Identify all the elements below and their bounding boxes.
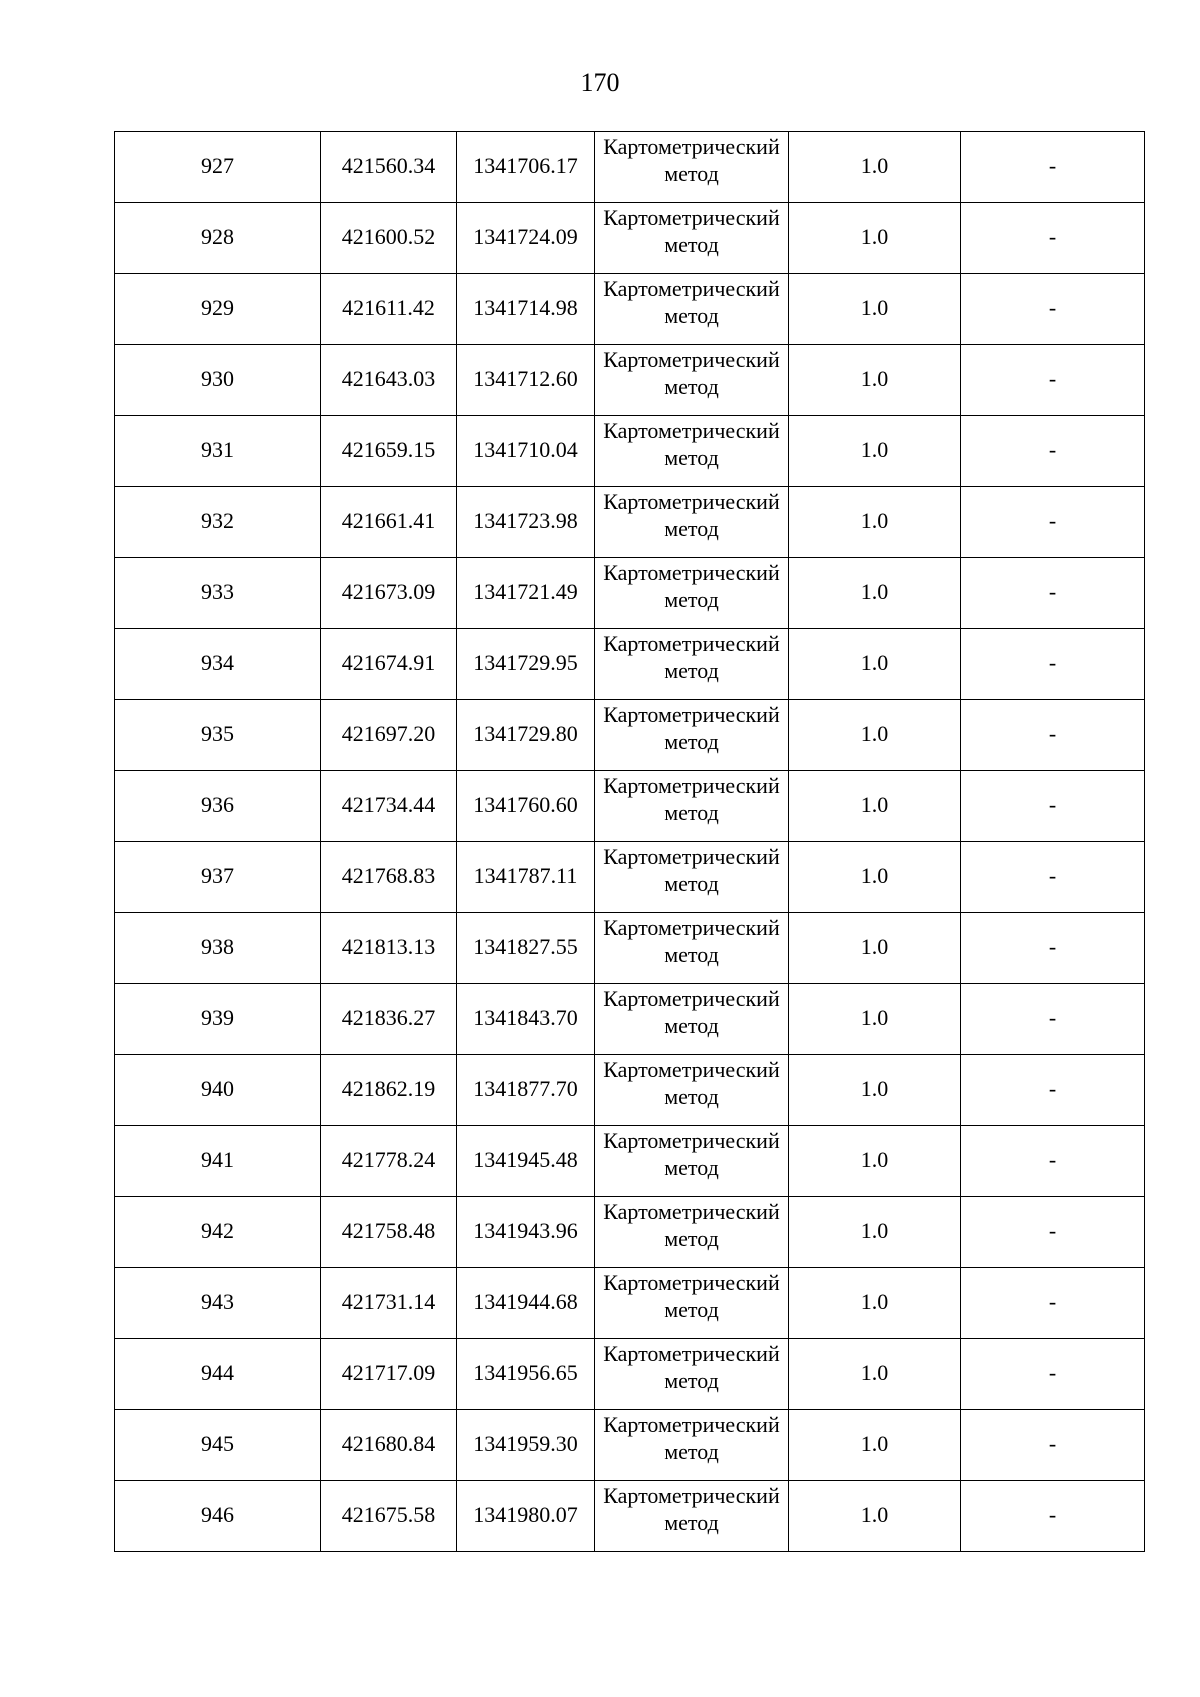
point-number-cell: 929 (115, 274, 321, 345)
x-coordinate-cell: 421734.44 (321, 771, 457, 842)
note-cell: - (961, 1197, 1145, 1268)
x-coordinate-cell: 421836.27 (321, 984, 457, 1055)
method-cell (595, 1197, 789, 1268)
method-line-1: Картометрический (603, 915, 780, 940)
point-number-cell: 934 (115, 629, 321, 700)
point-number-cell: 943 (115, 1268, 321, 1339)
accuracy-cell: 1.0 (789, 984, 961, 1055)
method-line-2: метод (664, 1084, 719, 1109)
x-coordinate-cell: 421758.48 (321, 1197, 457, 1268)
method-line-1: Картометрический (603, 844, 780, 869)
table-row (115, 700, 1145, 771)
method-cell (595, 558, 789, 629)
method-line-2: метод (664, 658, 719, 683)
method-cell (595, 700, 789, 771)
method-line-2: метод (664, 1155, 719, 1180)
accuracy-cell: 1.0 (789, 842, 961, 913)
y-coordinate-cell: 1341787.11 (457, 842, 595, 913)
method-cell (595, 203, 789, 274)
accuracy-cell: 1.0 (789, 1126, 961, 1197)
accuracy-cell: 1.0 (789, 629, 961, 700)
x-coordinate-cell: 421717.09 (321, 1339, 457, 1410)
point-number-cell: 933 (115, 558, 321, 629)
accuracy-cell: 1.0 (789, 416, 961, 487)
accuracy-cell: 1.0 (789, 1268, 961, 1339)
method-cell (595, 487, 789, 558)
x-coordinate-cell: 421659.15 (321, 416, 457, 487)
method-line-1: Картометрический (603, 631, 780, 656)
method-cell (595, 274, 789, 345)
y-coordinate-cell: 1341877.70 (457, 1055, 595, 1126)
table-row (115, 1055, 1145, 1126)
y-coordinate-cell: 1341710.04 (457, 416, 595, 487)
table-row (115, 1126, 1145, 1197)
note-cell: - (961, 1410, 1145, 1481)
table-row (115, 558, 1145, 629)
point-number-cell: 927 (115, 132, 321, 203)
method-line-1: Картометрический (603, 560, 780, 585)
note-cell: - (961, 1126, 1145, 1197)
x-coordinate-cell: 421611.42 (321, 274, 457, 345)
x-coordinate-cell: 421813.13 (321, 913, 457, 984)
y-coordinate-cell: 1341945.48 (457, 1126, 595, 1197)
point-number-cell: 942 (115, 1197, 321, 1268)
method-line-1: Картометрический (603, 489, 780, 514)
x-coordinate-cell: 421778.24 (321, 1126, 457, 1197)
table-row (115, 274, 1145, 345)
accuracy-cell: 1.0 (789, 1055, 961, 1126)
method-line-2: метод (664, 303, 719, 328)
y-coordinate-cell: 1341956.65 (457, 1339, 595, 1410)
method-line-2: метод (664, 729, 719, 754)
method-line-1: Картометрический (603, 986, 780, 1011)
note-cell: - (961, 1339, 1145, 1410)
table-row (115, 1481, 1145, 1552)
note-cell: - (961, 984, 1145, 1055)
method-line-2: метод (664, 1439, 719, 1464)
method-line-1: Картометрический (603, 205, 780, 230)
coordinates-table (114, 131, 1145, 1552)
method-line-2: метод (664, 871, 719, 896)
accuracy-cell: 1.0 (789, 1339, 961, 1410)
method-cell (595, 1055, 789, 1126)
method-cell (595, 1126, 789, 1197)
point-number-cell: 946 (115, 1481, 321, 1552)
page-number: 170 (580, 68, 620, 97)
note-cell: - (961, 913, 1145, 984)
method-line-1: Картометрический (603, 1270, 780, 1295)
point-number-cell: 935 (115, 700, 321, 771)
method-cell (595, 345, 789, 416)
note-cell: - (961, 771, 1145, 842)
method-line-1: Картометрический (603, 276, 780, 301)
note-cell: - (961, 274, 1145, 345)
table-row (115, 1268, 1145, 1339)
table-row (115, 416, 1145, 487)
table-row (115, 913, 1145, 984)
table-row (115, 487, 1145, 558)
method-line-1: Картометрический (603, 1483, 780, 1508)
y-coordinate-cell: 1341706.17 (457, 132, 595, 203)
method-cell (595, 1410, 789, 1481)
y-coordinate-cell: 1341723.98 (457, 487, 595, 558)
method-line-2: метод (664, 800, 719, 825)
accuracy-cell: 1.0 (789, 274, 961, 345)
accuracy-cell: 1.0 (789, 132, 961, 203)
table-row (115, 1410, 1145, 1481)
method-cell (595, 416, 789, 487)
note-cell: - (961, 416, 1145, 487)
point-number-cell: 928 (115, 203, 321, 274)
table-row (115, 629, 1145, 700)
point-number-cell: 936 (115, 771, 321, 842)
method-line-1: Картометрический (603, 418, 780, 443)
table-row (115, 984, 1145, 1055)
y-coordinate-cell: 1341729.80 (457, 700, 595, 771)
table-row (115, 132, 1145, 203)
point-number-cell: 930 (115, 345, 321, 416)
point-number-cell: 932 (115, 487, 321, 558)
method-line-1: Картометрический (603, 702, 780, 727)
method-line-1: Картометрический (603, 1341, 780, 1366)
note-cell: - (961, 1268, 1145, 1339)
point-number-cell: 945 (115, 1410, 321, 1481)
note-cell: - (961, 1055, 1145, 1126)
point-number-cell: 941 (115, 1126, 321, 1197)
note-cell: - (961, 842, 1145, 913)
point-number-cell: 938 (115, 913, 321, 984)
table-row (115, 771, 1145, 842)
coordinates-table-body (115, 132, 1145, 1552)
y-coordinate-cell: 1341729.95 (457, 629, 595, 700)
accuracy-cell: 1.0 (789, 771, 961, 842)
point-number-cell: 940 (115, 1055, 321, 1126)
accuracy-cell: 1.0 (789, 1197, 961, 1268)
y-coordinate-cell: 1341724.09 (457, 203, 595, 274)
x-coordinate-cell: 421643.03 (321, 345, 457, 416)
method-cell (595, 629, 789, 700)
method-line-1: Картометрический (603, 347, 780, 372)
method-line-2: метод (664, 1013, 719, 1038)
table-row (115, 1339, 1145, 1410)
y-coordinate-cell: 1341959.30 (457, 1410, 595, 1481)
point-number-cell: 944 (115, 1339, 321, 1410)
table-row (115, 203, 1145, 274)
method-cell (595, 1339, 789, 1410)
accuracy-cell: 1.0 (789, 1410, 961, 1481)
accuracy-cell: 1.0 (789, 203, 961, 274)
method-cell (595, 132, 789, 203)
x-coordinate-cell: 421862.19 (321, 1055, 457, 1126)
y-coordinate-cell: 1341843.70 (457, 984, 595, 1055)
y-coordinate-cell: 1341944.68 (457, 1268, 595, 1339)
method-cell (595, 771, 789, 842)
method-line-2: метод (664, 942, 719, 967)
x-coordinate-cell: 421680.84 (321, 1410, 457, 1481)
x-coordinate-cell: 421560.34 (321, 132, 457, 203)
point-number-cell: 931 (115, 416, 321, 487)
note-cell: - (961, 629, 1145, 700)
method-line-2: метод (664, 232, 719, 257)
method-line-1: Картометрический (603, 134, 780, 159)
method-line-1: Картометрический (603, 1128, 780, 1153)
method-line-2: метод (664, 161, 719, 186)
method-line-1: Картометрический (603, 773, 780, 798)
x-coordinate-cell: 421697.20 (321, 700, 457, 771)
method-cell (595, 842, 789, 913)
method-cell (595, 1481, 789, 1552)
method-cell (595, 913, 789, 984)
method-line-1: Картометрический (603, 1057, 780, 1082)
note-cell: - (961, 558, 1145, 629)
x-coordinate-cell: 421661.41 (321, 487, 457, 558)
point-number-cell: 939 (115, 984, 321, 1055)
method-line-2: метод (664, 1297, 719, 1322)
accuracy-cell: 1.0 (789, 345, 961, 416)
x-coordinate-cell: 421731.14 (321, 1268, 457, 1339)
accuracy-cell: 1.0 (789, 1481, 961, 1552)
method-line-1: Картометрический (603, 1412, 780, 1437)
method-cell (595, 1268, 789, 1339)
method-line-1: Картометрический (603, 1199, 780, 1224)
x-coordinate-cell: 421674.91 (321, 629, 457, 700)
accuracy-cell: 1.0 (789, 558, 961, 629)
note-cell: - (961, 487, 1145, 558)
accuracy-cell: 1.0 (789, 913, 961, 984)
method-line-2: метод (664, 1226, 719, 1251)
note-cell: - (961, 203, 1145, 274)
method-line-2: метод (664, 374, 719, 399)
table-row (115, 1197, 1145, 1268)
point-number-cell: 937 (115, 842, 321, 913)
y-coordinate-cell: 1341827.55 (457, 913, 595, 984)
method-line-2: метод (664, 587, 719, 612)
note-cell: - (961, 345, 1145, 416)
y-coordinate-cell: 1341721.49 (457, 558, 595, 629)
x-coordinate-cell: 421768.83 (321, 842, 457, 913)
y-coordinate-cell: 1341712.60 (457, 345, 595, 416)
note-cell: - (961, 132, 1145, 203)
x-coordinate-cell: 421600.52 (321, 203, 457, 274)
method-line-2: метод (664, 445, 719, 470)
accuracy-cell: 1.0 (789, 700, 961, 771)
table-row (115, 842, 1145, 913)
y-coordinate-cell: 1341943.96 (457, 1197, 595, 1268)
method-line-2: метод (664, 516, 719, 541)
note-cell: - (961, 700, 1145, 771)
y-coordinate-cell: 1341760.60 (457, 771, 595, 842)
y-coordinate-cell: 1341980.07 (457, 1481, 595, 1552)
y-coordinate-cell: 1341714.98 (457, 274, 595, 345)
accuracy-cell: 1.0 (789, 487, 961, 558)
method-cell (595, 984, 789, 1055)
table-row (115, 345, 1145, 416)
x-coordinate-cell: 421675.58 (321, 1481, 457, 1552)
x-coordinate-cell: 421673.09 (321, 558, 457, 629)
method-line-2: метод (664, 1510, 719, 1535)
method-line-2: метод (664, 1368, 719, 1393)
note-cell: - (961, 1481, 1145, 1552)
